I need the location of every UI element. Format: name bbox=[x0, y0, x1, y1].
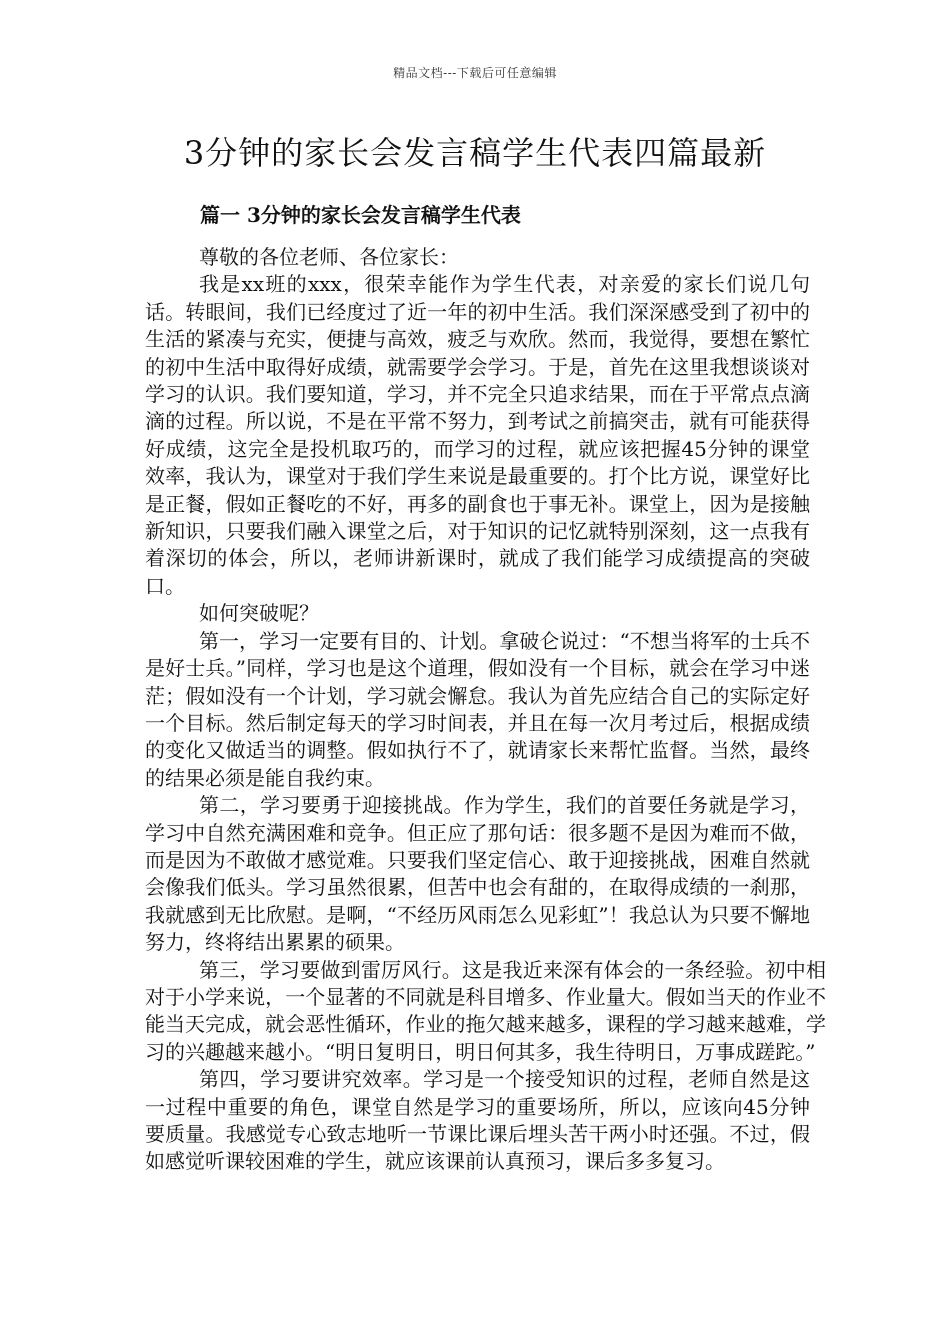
header-note: 精品文档---下载后可任意编辑 bbox=[393, 66, 557, 80]
body-paragraph: 第一，学习一定要有目的、计划。拿破仑说过：“不想当将军的士兵不是好士兵。”同样，学习也是这个道理，假如没有一个目标，就会在学习中迷茫；假如没有一个计划，学习就会懈怠。我认为首先应结合自己的实际定好一个目标。然后制定每天的学习时间表，并且在每一次月考过后，根据成绩的变化又做适当的调整。假如执行不了，就请家长来帮忙监督。当然，最终的结果必须是能自我约束。 bbox=[145, 628, 810, 790]
body-paragraph: 如何突破呢？ bbox=[199, 601, 319, 626]
body-paragraph: 我是xx班的xxx，很荣幸能作为学生代表，对亲爱的家长们说几句话。转眼间，我们已经度过了近一年的初中生活。我们深深感受到了初中的生活的紧凑与充实，便捷与高效，疲乏与欢欣。然而，我觉得，要想在繁忙的初中生活中取得好成绩，就需要学会学习。于是，首先在这里我想谈谈对学习的认识。我们要知道，学习，并不完全只追求结果，而在于平常点点滴滴的过程。所以说，不是在平常不努力，到考试之前搞突击，就有可能获得好成绩，这完全是投机取巧的，而学习的过程，就应该把握45分钟的课堂效率，我认为，课堂对于我们学生来说是最重要的。打个比方说，课堂好比是正餐，假如正餐吃的不好，再多的副食也于事无补。课堂上，因为是接触新知识，只要我们融入课堂之后，对于知识的记忆就特别深刻，这一点我有着深切的体会，所以，老师讲新课时，就成了我们能学习成绩提高的突破口。 bbox=[145, 272, 810, 598]
body-paragraph: 第四，学习要讲究效率。学习是一个接受知识的过程，老师自然是这一过程中重要的角色，课堂自然是学习的重要场所，所以，应该向45分钟要质量。我感觉专心致志地听一节课比课后埋头苦干两小时还强。不过，假如感觉听课较困难的学生，就应该课前认真预习，课后多多复习。 bbox=[145, 1067, 810, 1174]
section-title: 篇一 3分钟的家长会发言稿学生代表 bbox=[200, 203, 521, 227]
document-title: 3分钟的家长会发言稿学生代表四篇最新 bbox=[183, 134, 767, 172]
body-paragraph: 第二，学习要勇于迎接挑战。作为学生，我们的首要任务就是学习，学习中自然充满困难和竞争。但正应了那句话：很多题不是因为难而不做，而是因为不敢做才感觉难。只要我们坚定信心、敢于迎接挑战，困难自然就会像我们低头。学习虽然很累，但苦中也会有甜的，在取得成绩的一刹那，我就感到无比欣慰。是啊，“不经历风雨怎么见彩虹”！我总认为只要不懈地努力，终将结出累累的硕果。 bbox=[145, 793, 810, 955]
salutation-paragraph: 尊敬的各位老师、各位家长： bbox=[199, 245, 459, 269]
document-body bbox=[145, 244, 826, 1176]
body-paragraph: 第三，学习要做到雷厉风行。这是我近来深有体会的一条经验。初中相对于小学来说，一个显著的不同就是科目增多、作业量大。假如当天的作业不能当天完成，就会恶性循环，作业的拖欠越来越多，课程的学习越来越难，学习的兴趣越来越小。“明日复明日，明日何其多，我生待明日，万事成蹉跎。” bbox=[145, 957, 826, 1064]
